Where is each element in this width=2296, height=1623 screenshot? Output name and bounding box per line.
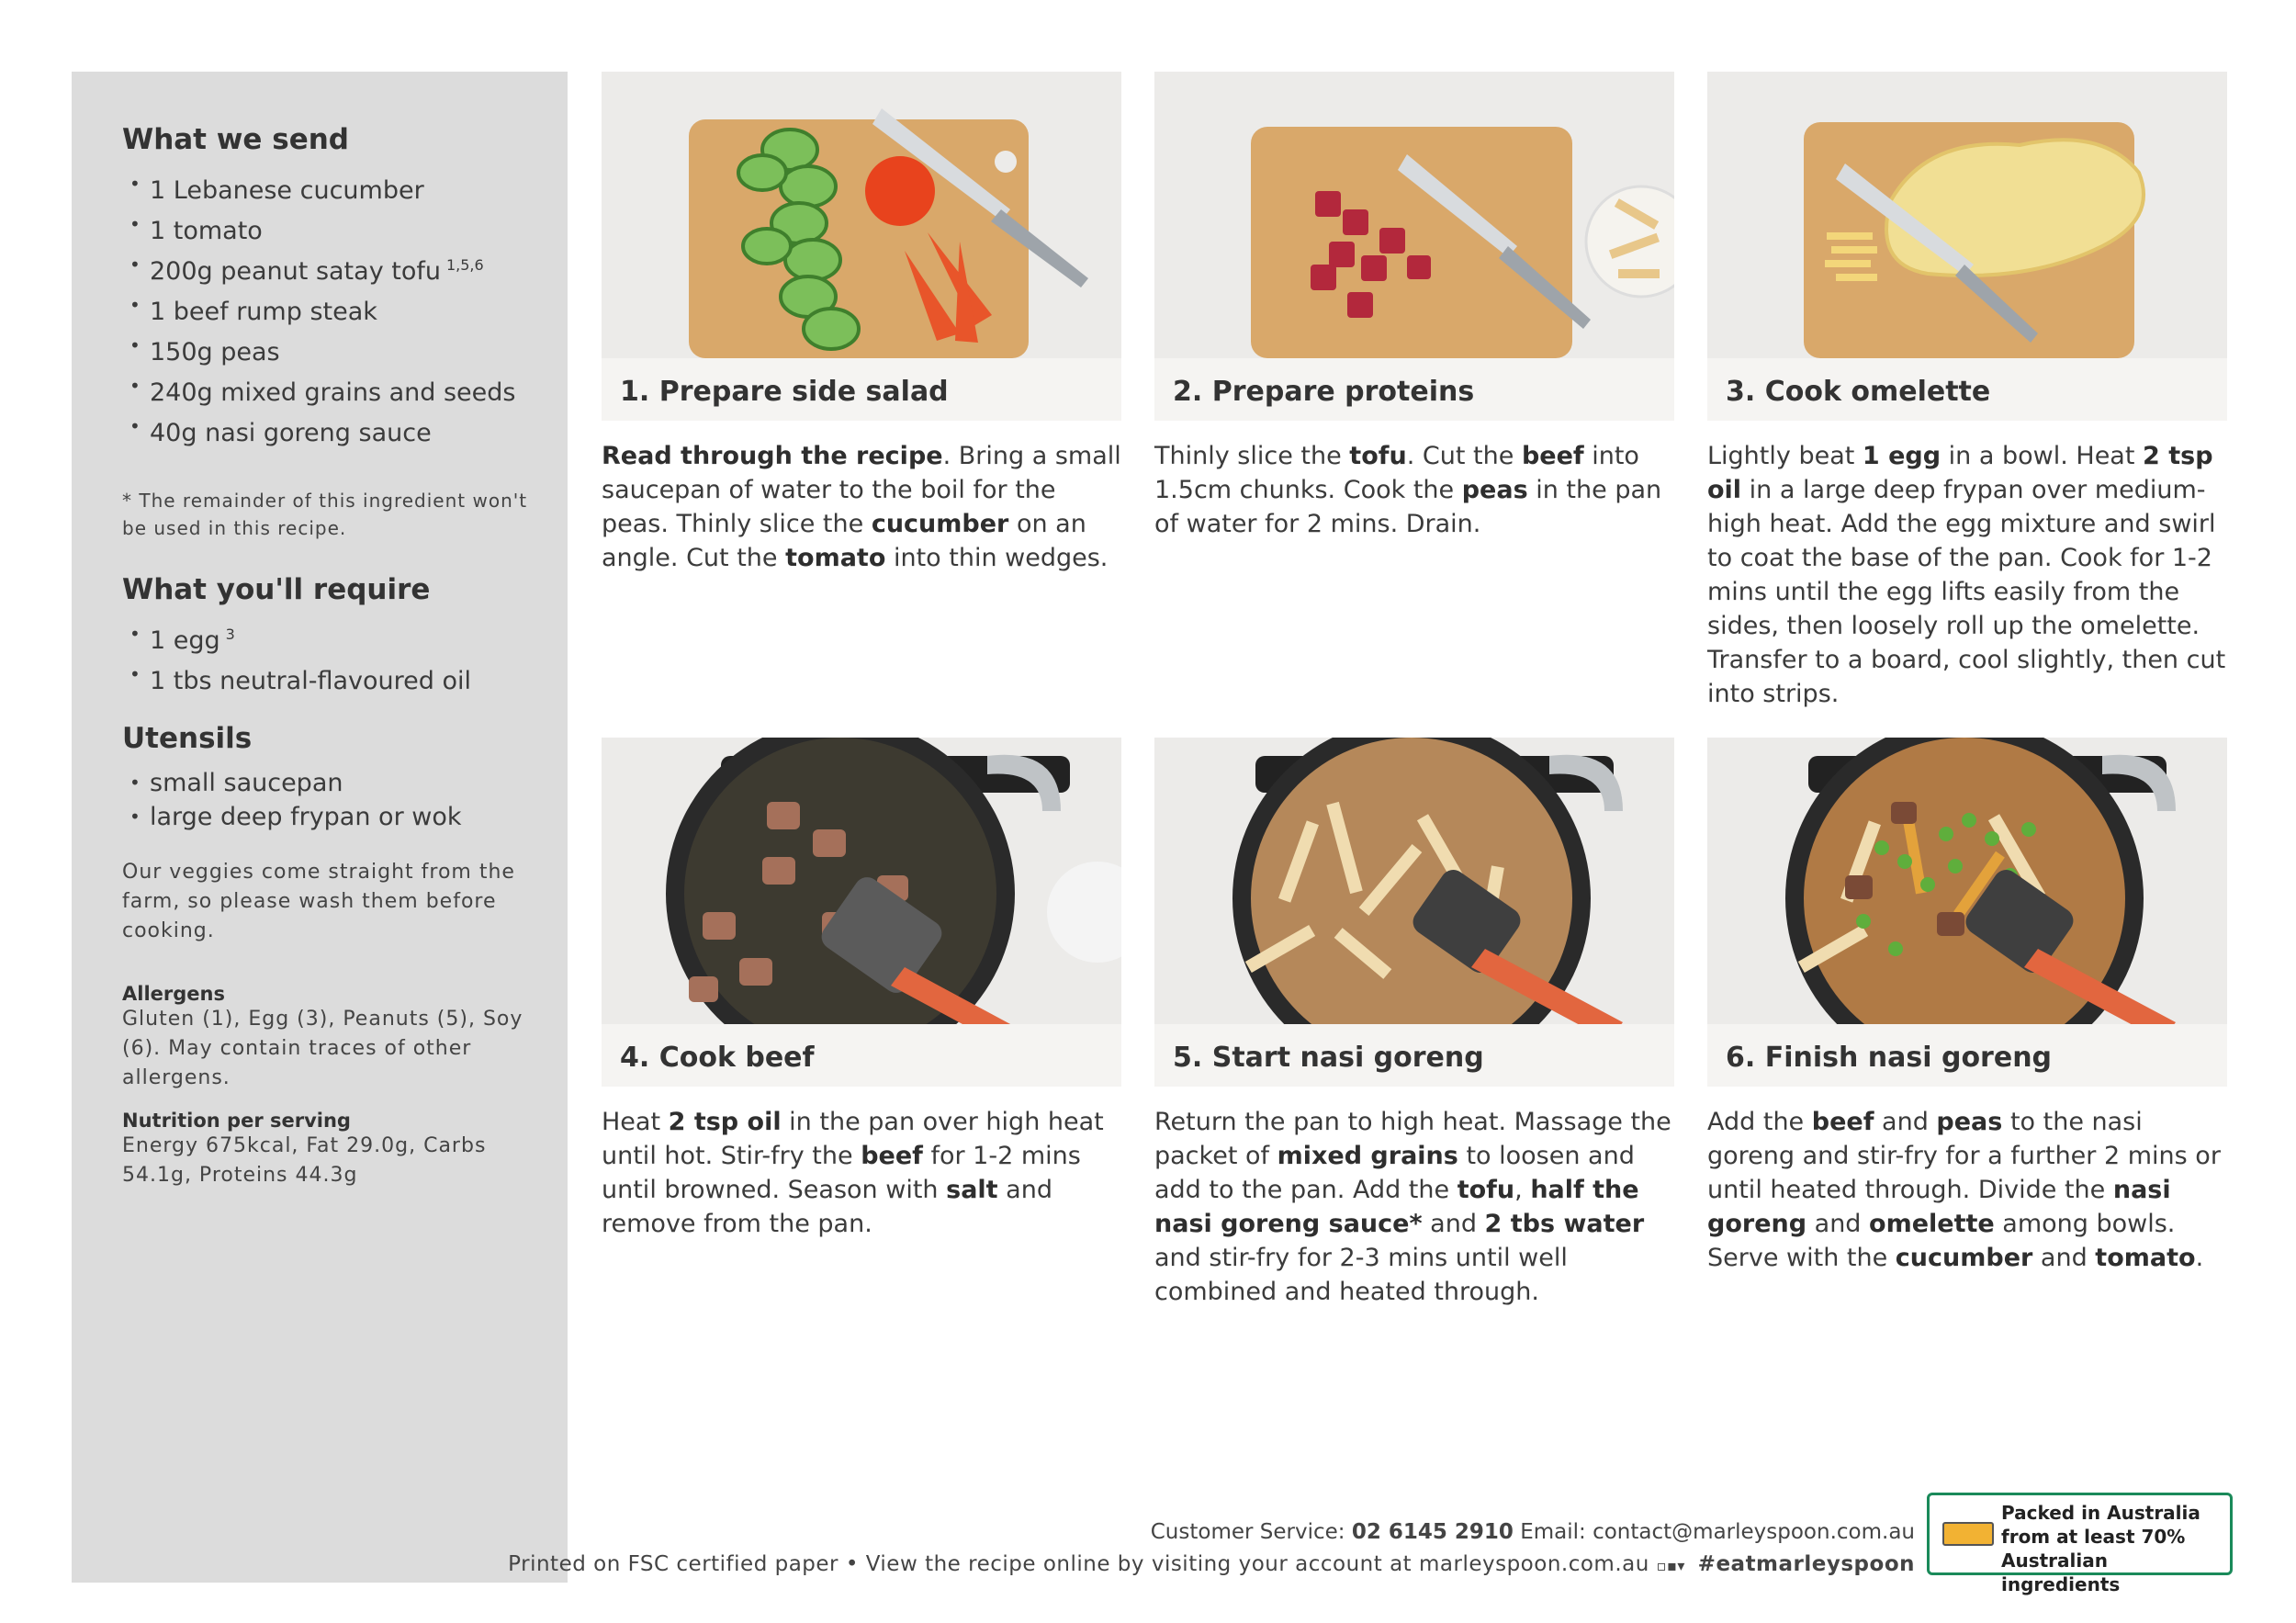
list-item: • 40g nasi goreng sauce (122, 410, 531, 450)
step-6-body: Add the beef and peas to the nasi goreng and stir-fry for a further 2 mins or until heated through. Divide the nasi goreng and omelette among bowls. Serve with the cucumber and tomato. (1707, 1108, 2221, 1272)
step-3-photo (1707, 72, 2227, 358)
step-3-body: Lightly beat 1 egg in a bowl. Heat 2 tsp oil in a large deep frypan over medium-high heat. Add the egg mixture and swirl to coat the base of the pan. Cook for 1-2 mins until the egg lifts easily from the sides, then loosely roll up the omelette. Transfer to a board, cool slightly, then cut into strips. (1707, 442, 2226, 708)
step-2 (1154, 72, 1674, 541)
printed-line (508, 1552, 1915, 1576)
step-1-photo (602, 72, 1121, 358)
step-4-body: Heat 2 tsp oil in the pan over high heat until hot. Stir-fry the beef for 1-2 mins until browned. Season with salt and remove from the pan. (602, 1108, 1104, 1238)
step-3 (1707, 72, 2227, 711)
step-6 (1707, 738, 2227, 1275)
social-icons: ▫▪▾ (1656, 1557, 1685, 1574)
list-item: • 150g peas (122, 329, 531, 369)
step-6-title: 6. Finish nasi goreng (1707, 1024, 2227, 1087)
list-item: • 1 beef rump steak (122, 288, 531, 329)
step-5 (1154, 738, 1674, 1309)
nutrition-text: Energy 675kcal, Fat 29.0g, Carbs 54.1g, Proteins 44.3g (122, 1134, 487, 1187)
nutrition-heading: Nutrition per serving (122, 1110, 351, 1132)
list-item: • 1 tomato (122, 208, 531, 248)
step-2-title: 2. Prepare proteins (1154, 358, 1674, 421)
list-item: • 1 tbs neutral-flavoured oil (122, 658, 531, 698)
printed-text: Printed on FSC certified paper • View the recipe online by visiting your account at marleyspoon.com.au (508, 1552, 1649, 1576)
step-1 (602, 72, 1121, 575)
require-heading: What you'll require (122, 573, 431, 606)
what-we-send-heading: What we send (122, 123, 349, 156)
step-4-photo (602, 738, 1121, 1024)
cs-label: Customer Service: (1150, 1520, 1345, 1544)
australia-map-icon (1942, 1522, 1994, 1546)
step-1-body: Read through the recipe. Bring a small saucepan of water to the boil for the peas. Thinly slice the cucumber on an angle. Cut the tomato into thin wedges. (602, 442, 1121, 572)
step-3-title: 3. Cook omelette (1707, 358, 2227, 421)
allergens-heading: Allergens (122, 983, 225, 1005)
list-item: • 240g mixed grains and seeds (122, 369, 531, 410)
australian-ingredients-badge (1927, 1493, 2233, 1595)
veggies-note: Our veggies come straight from the farm, so please wash them before cooking. (122, 861, 515, 942)
step-2-body: Thinly slice the tofu. Cut the beef into 1.5cm chunks. Cook the peas in the pan of water for 2 mins. Drain. (1154, 442, 1662, 538)
ingredients-sidebar (72, 72, 568, 1583)
list-item: • 1 egg $^3$ (122, 617, 531, 658)
customer-service-line (1151, 1520, 1915, 1544)
what-we-send-list (122, 167, 531, 450)
email-label: Email: (1520, 1520, 1586, 1544)
utensils-list (122, 766, 531, 834)
step-4-title: 4. Cook beef (602, 1024, 1121, 1087)
email-link[interactable]: contact@marleyspoon.com.au (1593, 1520, 1915, 1544)
step-6-photo (1707, 738, 2227, 1024)
step-2-photo (1154, 72, 1674, 358)
cs-phone[interactable]: 02 6145 2910 (1351, 1520, 1514, 1544)
step-4 (602, 738, 1121, 1241)
list-item: • 200g peanut satay tofu $^{1,5,6}$ (122, 248, 531, 288)
step-5-title: 5. Start nasi goreng (1154, 1024, 1674, 1087)
hashtag: #eatmarleyspoon (1697, 1552, 1915, 1576)
step-1-title: 1. Prepare side salad (602, 358, 1121, 421)
badge-text: Packed in Australia from at least 70% Australian ingredients (2001, 1502, 2200, 1595)
allergens-text: Gluten (1), Egg (3), Peanuts (5), Soy (6). May contain traces of other allergens. (122, 1008, 523, 1089)
step-5-photo (1154, 738, 1674, 1024)
require-list (122, 617, 531, 698)
list-item: • small saucepan (122, 766, 531, 800)
step-5-body: Return the pan to high heat. Massage the packet of mixed grains to loosen and add to the pan. Add the tofu, half the nasi goreng sauce* and 2 tbs water and stir-fry for 2-3 mins until well combined and heated through. (1154, 1108, 1671, 1306)
remainder-note: * The remainder of this ingredient won't be used in this recipe. (122, 490, 528, 539)
list-item: • large deep frypan or wok (122, 800, 531, 834)
list-item: • 1 Lebanese cucumber (122, 167, 531, 208)
utensils-heading: Utensils (122, 722, 253, 755)
